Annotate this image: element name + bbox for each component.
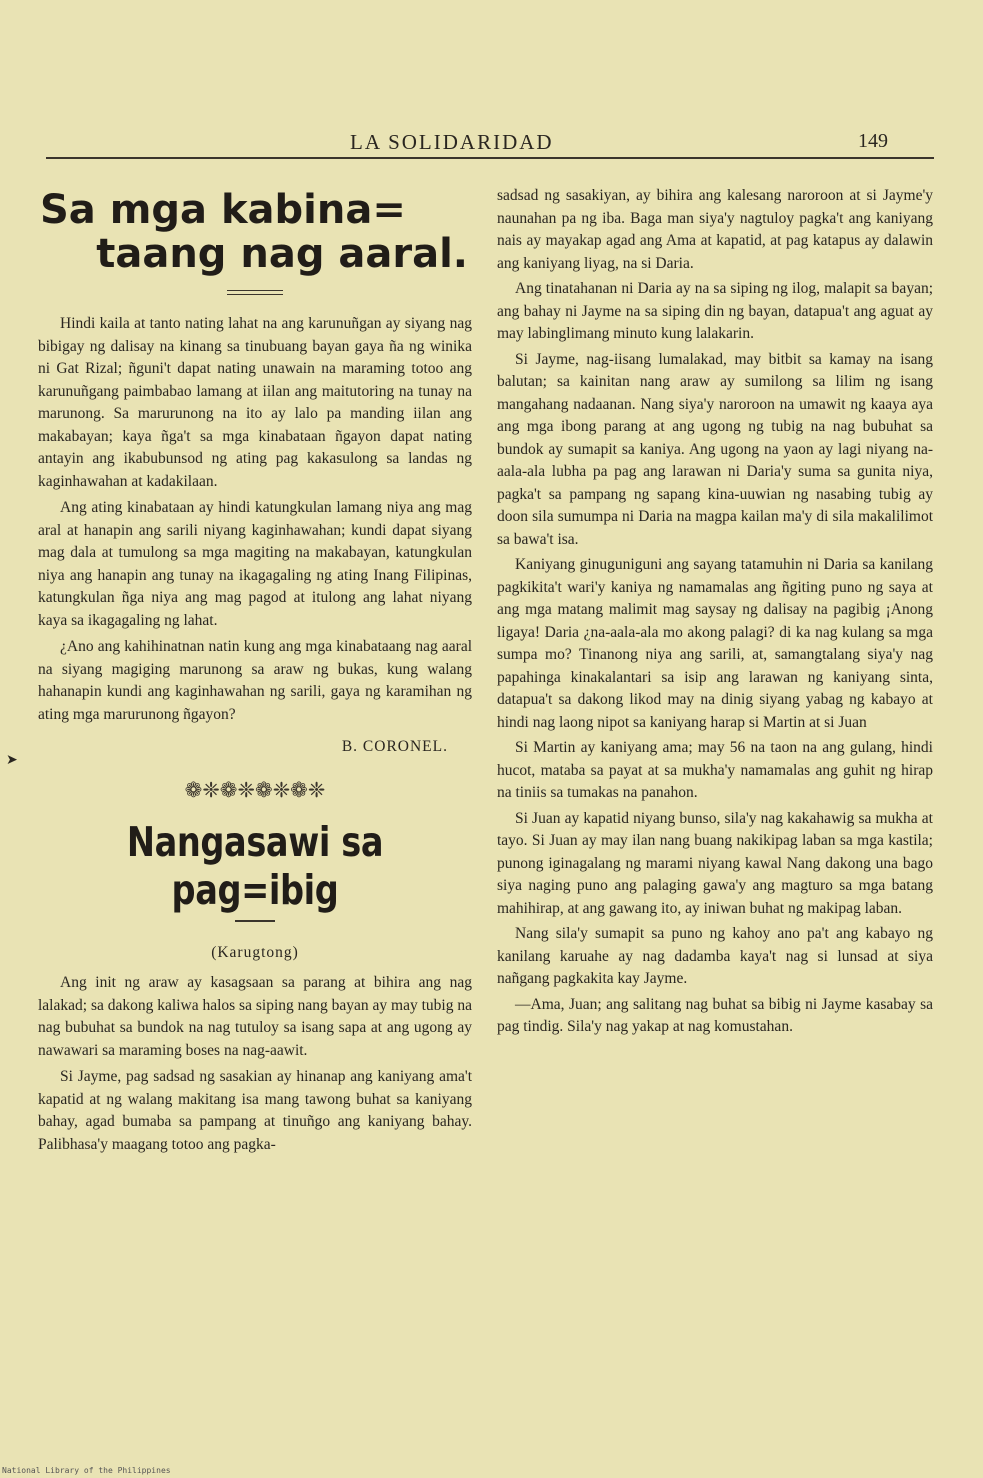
article2-paragraph: Kaniyang ginuguniguni ang sayang tatamuhin ni Daria sa kanilang pagkikita't wari'y kaniya ng namamalas ang ñgiting puno ng saya at ang mga matang malimit mag saysay ng dalisay na pagibig ¡Anong ligaya! Daria ¿na-aala-ala mo akong palagi? di ka nag kulang sa mga sumpa mo? Tinanong niya ang sarili, at, samangtalang siya'y nag papahinga kinakalantari sa isip ang larawan ng kaniyang sinta, datapua't sa dakong likod may na dinig siyang yabag ng kabayo at hindi nag laong nipot sa kaniyang harap si Martin at si Juan [497, 556, 933, 731]
article2-paragraph: Nang sila'y sumapit sa puno ng kahoy ano pa't ang kabayo ng kanilang karuahe ay nag dadamba kaya't nag si lunsad at siya nañgang pagkakita kay Jayme. [497, 925, 933, 987]
left-column [38, 180, 472, 1156]
article2-subtitle: (Karugtong) [211, 944, 299, 961]
article1-paragraph: Ang ating kinabataan ay hindi katungkulan lamang niya ang mag aral at hanapin ang sarili niyang kaginhawahan; kundi dapat siyang mag dala at tumulong sa mga magiting na makabayan, katungkulan niya ang hanapin ang tunay na ikagagaling ng ating Inang Filipinas, katungkulan ñga niya ang mag pagod at itulong ang lahat niyang kaya sa ikagagaling ng lahat. [38, 499, 472, 629]
article2-paragraph: Si Martin ay kaniyang ama; may 56 na taon na ang gulang, hindi hucot, mataba sa payat at sa mukha'y namamalas ang guhit ng hirap na tiniis sa tumakas na panahon. [497, 739, 933, 801]
footer-credit: National Library of the Philippines [2, 1466, 171, 1475]
article1-title-line1: Sa mga kabina= [40, 187, 406, 233]
article2-paragraph: Si Jayme, pag sadsad ng sasakian ay hinanap ang kaniyang ama't kapatid at ng walang makitang isa mang tawong buhat sa kaniyang bahay, agad bumaba sa pampang at tinuñgo ang kaniyang bahay. Palibhasa'y maagang totoo ang pagka- [38, 1068, 472, 1153]
article2-paragraph: —Ama, Juan; ang salitang nag buhat sa bibig ni Jayme kasabay sa pag tindig. Sila'y nag yakap at nag komustahan. [497, 995, 933, 1035]
title-divider [235, 920, 275, 922]
article2-paragraph: Si Juan ay kapatid niyang bunso, sila'y nag kakahawig sa mukha at tayo. Si Juan ay may ilan nang buang nakikipag laban sa mga kastila; punong iginagalang ng marami niyang kawal Nang dakong una bago siya naging puno ang palaging gawa'y ang magturo sa mga batang mahihirap, at ang gawang ito, ay iniwan buhat ng makipag laban. [497, 809, 933, 917]
article2-paragraph: Si Jayme, nag-iisang lumalakad, may bitbit sa kamay na isang balutan; sa kainitan nang araw ay sumilong sa lilim ng isang mangahang nadaanan. Nang siya'y naroroon na umawit ng kaaya aya ang mga ibong parang at ang ugong ng tubig na nag bubuhat sa bundok ay sumapit sa kaniya. Ang ugong na yaon ay lagi niyang na-aala-ala lubha pa pag ang larawan ni Daria'y suma sa gunita niya, pagka't sa pampang ng sapang kina-uuwian ng nasabing tubig ay doon sila sumumpa ni Daria na magpa kailan ma'y di sila makalilimot sa bawa't isa. [497, 350, 933, 548]
article2-paragraph: Ang tinatahanan ni Daria ay na sa siping ng ilog, malapit sa bayan; ang bahay ni Jayme na sa siping din ng bayan, datapua't ang aguat ay may labinglimang minuto kung lalakarin. [497, 280, 933, 342]
article1-paragraph: Hindi kaila at tanto nating lahat na ang karunuñgan ay siyang nag bibigay ng dalisay na kinang sa tinubuang bayan gaya ña ng winika ni Gat Rizal; ñguni't dapat nating unawain na maraming totoo ang karunuñgang paimbabao lamang at iilan ang maitutoring na tunay na marunong. Sa marurunong na ito ay lalo pa manding iilan ang makabayan; kaya ñga't sa mga kinabataan ñgayon dapat nating antayin ang ikabubunsod ng ating pag kakasulong sa landas ng kaginhawahan at kadakilaan. [38, 315, 472, 490]
article1-title [38, 188, 472, 276]
article2-continuation: sadsad ng sasakiyan, ay bihira ang kalesang naroroon at si Jayme'y naunahan pa ng iba. Baga man siya'y nagtuloy pagka't ang kaniyang nais ay mayakap agad ang Ama at kapatid, at pag katapus ay dalawin ang kaniyang liyag, na si Daria. [497, 187, 933, 272]
article1-signature: B. CORONEL. [341, 738, 448, 755]
article1-title-line2: taang nag aaral. [96, 231, 468, 277]
article1-paragraph: ¿Ano ang kahihinatnan natin kung ang mga kinabataang nag aaral na siyang magiging marunong sa araw ng bukas, kung walang hahanapin kundi ang kaginhawahan ng sarili, gaya ng karamihan ng ating mga marurunong ñgayon? [38, 638, 472, 723]
article2-title: Nangasawi sa pag=ibig [126, 818, 384, 914]
right-column [497, 185, 933, 1039]
page-number: 149 [858, 130, 888, 152]
article2-paragraph: Ang init ng araw ay kasagsaan sa parang at bihira ang nag lalakad; sa dakong kaliwa halos sa siping nang bayan ay may tubig na nag bubuhat sa bundok na nag tutuloy sa isang sapa at ang ugong ay nawawari sa maraming boses na nag-aawit. [38, 974, 472, 1059]
running-title: LA SOLIDARIDAD [350, 130, 554, 154]
title-divider [227, 290, 283, 295]
margin-mark-icon: ➤ [6, 752, 18, 768]
ornament-divider: ❁❈❁❈❁❈❁❈ [184, 778, 326, 802]
header-rule [46, 157, 934, 159]
